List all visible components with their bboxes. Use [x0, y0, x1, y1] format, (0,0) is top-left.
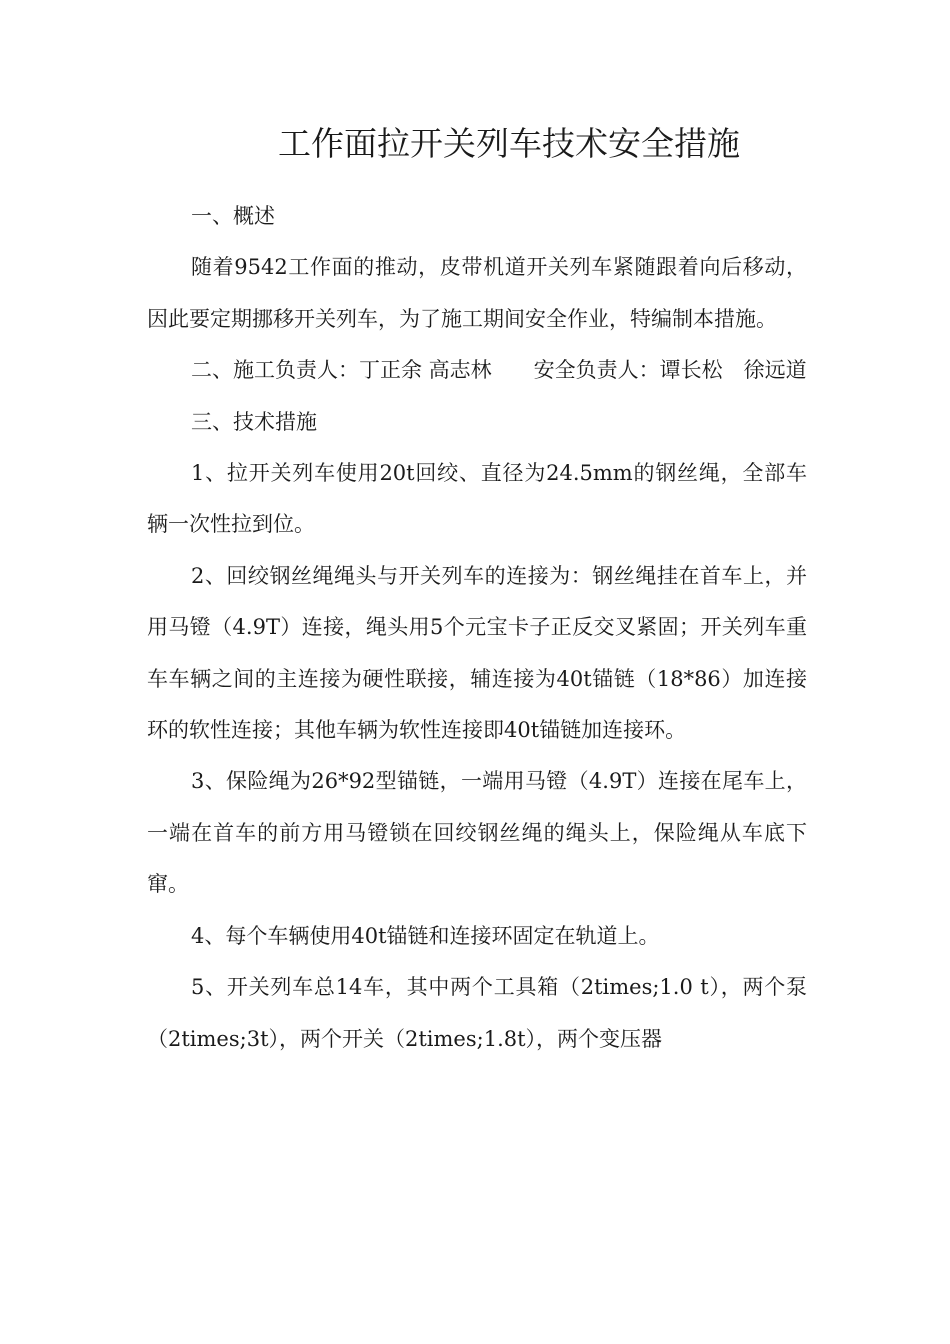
paragraph-measure-2: 2、回绞钢丝绳绳头与开关列车的连接为：钢丝绳挂在首车上，并用马镫（4.9T）连接，绳头用5个元宝卡子正反交叉紧固；开关列车重车车辆之间的主连接为硬性联接，辅连接为40t锚链（18*86）加连接环的软性连接；其他车辆为软性连接即40t锚链加连接环。 — [147, 563, 807, 743]
paragraph-overview: 随着9542工作面的推动，皮带机道开关列车紧随跟着向后移动，因此要定期挪移开关列车，为了施工期间安全作业，特编制本措施。 — [147, 255, 807, 331]
paragraph-responsible-persons: 二、施工负责人：丁正余 高志林 安全负责人：谭长松 徐远道 — [191, 358, 807, 383]
section-heading-overview: 一、概述 — [191, 204, 275, 228]
paragraph-measure-4: 4、每个车辆使用40t锚链和连接环固定在轨道上。 — [191, 923, 660, 948]
paragraph-measure-5: 5、开关列车总14车，其中两个工具箱（2times;1.0 t），两个泵（2times;3t），两个开关（2times;1.8t），两个变压器 — [147, 975, 807, 1051]
document-title: 工作面拉开关列车技术安全措施 — [278, 124, 740, 163]
section-heading-technical-measures: 三、技术措施 — [191, 409, 317, 434]
document-body — [147, 191, 807, 1065]
paragraph-measure-3: 3、保险绳为26*92型锚链，一端用马镫（4.9T）连接在尾车上，一端在首车的前方用马镫锁在回绞钢丝绳的绳头上，保险绳从车底下窜。 — [147, 769, 807, 897]
paragraph-measure-1: 1、拉开关列车使用20t回绞、直径为24.5mm的钢丝绳，全部车辆一次性拉到位。 — [147, 461, 807, 537]
